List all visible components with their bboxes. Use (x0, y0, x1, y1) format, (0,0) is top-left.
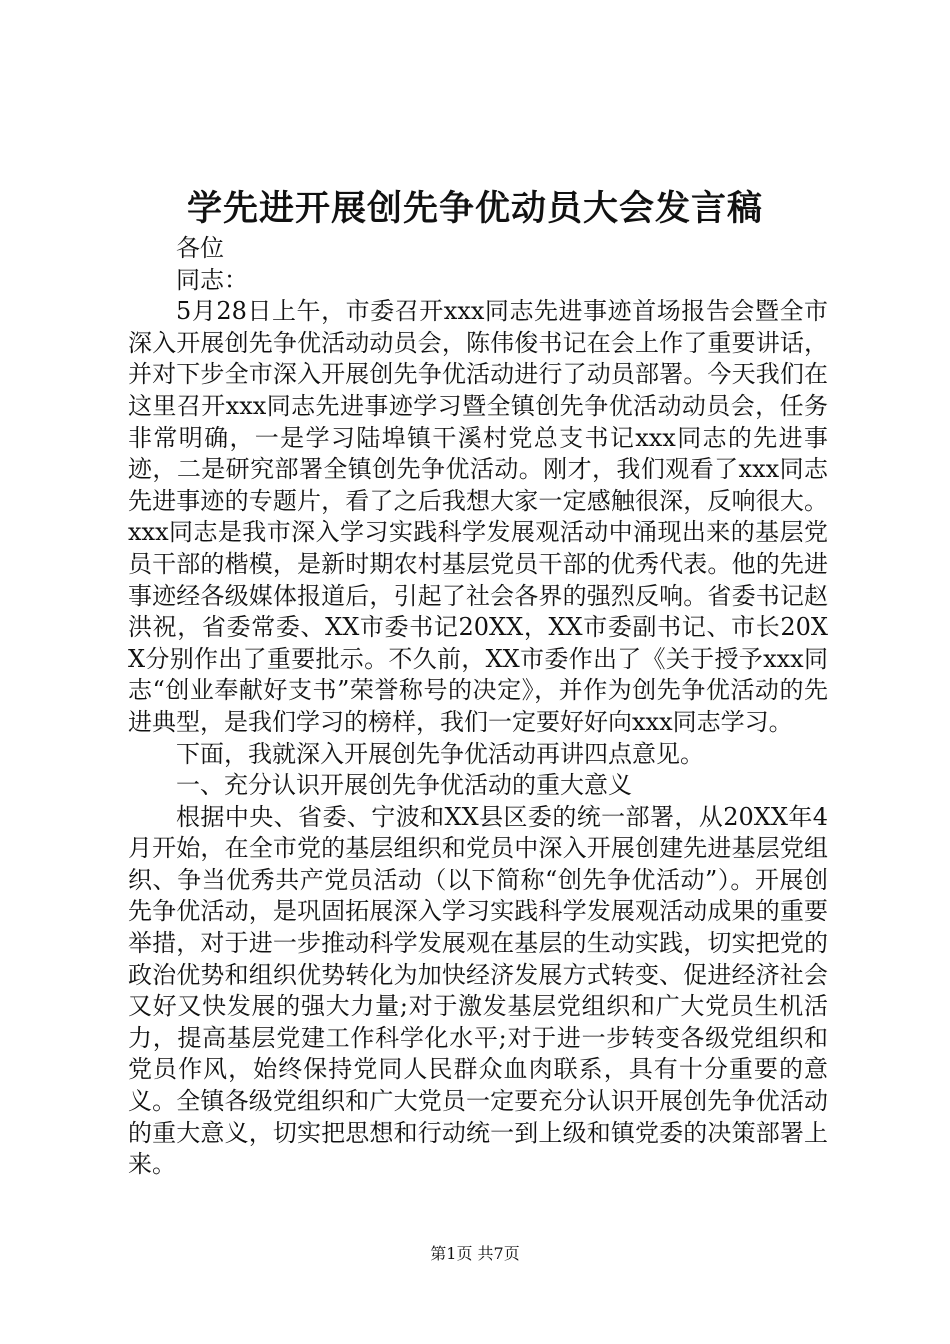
salutation-line-2: 同志： (176, 265, 248, 294)
salutation-line-1: 各位 (176, 234, 224, 262)
document-body (128, 233, 828, 1181)
document-title: 学先进开展创先争优动员大会发言稿 (186, 188, 763, 229)
page-number-footer: 第1页 共7页 (430, 1244, 520, 1263)
section-heading: 一、充分认识开展创先争优活动的重大意义 (176, 771, 632, 800)
body-paragraph: 下面，我就深入开展创先争优活动再讲四点意见。 (176, 739, 704, 768)
body-paragraph: 根据中央、省委、宁波和XX县区委的统一部署，从20XX年4月开始，在全市党的基层组织和党员中深入开展创建先进基层党组织、争当优秀共产党员活动（以下简称“创先争优活动”）。开展创先争优活动，是巩固拓展深入学习实践科学发展观活动成果的重要举措，对于进一步推动科学发展观在基层的生动实践，切实把党的政治优势和组织优势转化为加快经济发展方式转变、促进经济社会又好又快发展的强大力量;对于激发基层党组织和广大党员生机活力，提高基层党建工作科学化水平;对于进一步转变各级党组织和党员作风，始终保持党同人民群众血肉联系，具有十分重要的意义。全镇各级党组织和广大党员一定要充分认识开展创先争优活动的重大意义，切实把思想和行动统一到上级和镇党委的决策部署上来。 (128, 802, 828, 1179)
body-paragraph: 5月28日上午，市委召开xxx同志先进事迹首场报告会暨全市深入开展创先争优活动动员会，陈伟俊书记在会上作了重要讲话，并对下步全市深入开展创先争优活动进行了动员部署。今天我们在这里召开xxx同志先进事迹学习暨全镇创先争优活动动员会，任务非常明确，一是学习陆埠镇干溪村党总支书记xxx同志的先进事迹，二是研究部署全镇创先争优活动。刚才，我们观看了xxx同志先进事迹的专题片，看了之后我想大家一定感触很深，反响很大。xxx同志是我市深入学习实践科学发展观活动中涌现出来的基层党员干部的楷模，是新时期农村基层党员干部的优秀代表。他的先进事迹经各级媒体报道后，引起了社会各界的强烈反响。省委书记赵洪祝，省委常委、XX市委书记20XX，XX市委副书记、市长20XX分别作出了重要批示。不久前，XX市委作出了《关于授予xxx同志“创业奉献好支书”荣誉称号的决定》，并作为创先争优活动的先进典型，是我们学习的榜样，我们一定要好好向xxx同志学习。 (128, 297, 828, 736)
